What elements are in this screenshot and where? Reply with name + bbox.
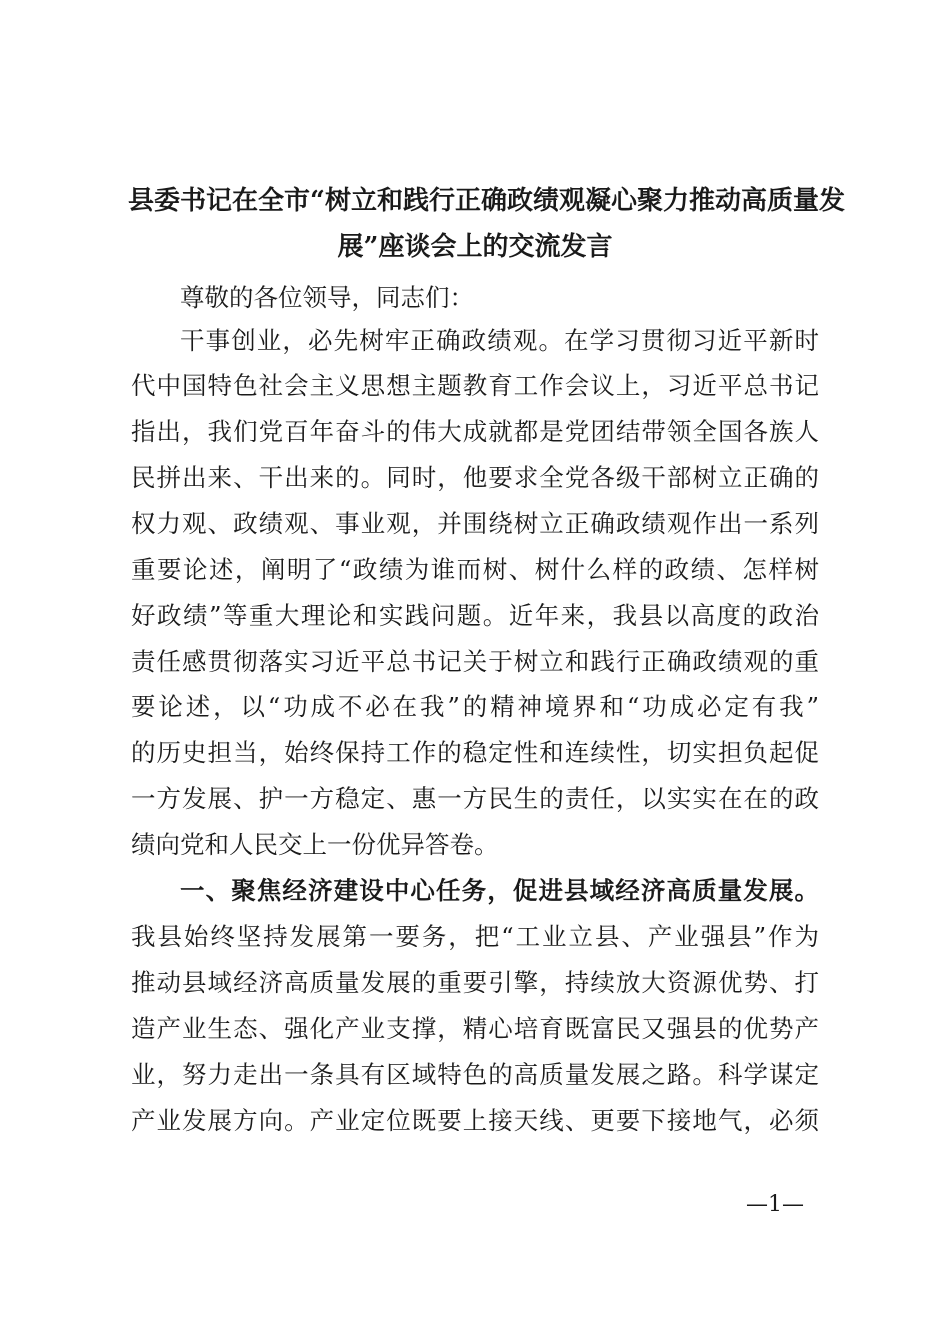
paragraph-1-line: 好政绩”等重大理论和实践问题。近年来，我县以高度的政治 <box>131 601 819 630</box>
page-number: —1— <box>746 1192 804 1217</box>
section-1-body-line: 造产业生态、强化产业支撑，精心培育既富民又强县的优势产 <box>131 1014 819 1043</box>
paragraph-1-line: 责任感贯彻落实习近平总书记关于树立和践行正确政绩观的重 <box>131 647 819 676</box>
paragraph-1-line: 重要论述，阐明了“政绩为谁而树、树什么样的政绩、怎样树 <box>131 555 819 584</box>
paragraph-1-line: 要论述，以“功成不必在我”的精神境界和“功成必定有我” <box>131 692 819 721</box>
section-1-heading: 一、聚焦经济建设中心任务，促进县域经济高质量发展。 <box>180 876 819 905</box>
paragraph-1-line: 的历史担当，始终保持工作的稳定性和连续性，切实担负起促 <box>131 738 819 767</box>
section-1-body-line: 业，努力走出一条具有区域特色的高质量发展之路。科学谋定 <box>131 1060 819 1089</box>
paragraph-1-line: 绩向党和人民交上一份优异答卷。 <box>131 830 499 859</box>
paragraph-1-line: 指出，我们党百年奋斗的伟大成就都是党团结带领全国各族人 <box>131 417 819 446</box>
paragraph-1-line: 代中国特色社会主义思想主题教育工作会议上，习近平总书记 <box>131 371 819 400</box>
document-title-line-1: 县委书记在全市“树立和践行正确政绩观凝心聚力推动高质量发 <box>128 186 845 216</box>
paragraph-1-line: 民拼出来、干出来的。同时，他要求全党各级干部树立正确的 <box>131 463 819 492</box>
section-1-body-line: 我县始终坚持发展第一要务，把“工业立县、产业强县”作为 <box>131 922 819 951</box>
paragraph-1-line: 一方发展、护一方稳定、惠一方民生的责任，以实实在在的政 <box>131 784 819 813</box>
paragraph-1-line: 干事创业，必先树牢正确政绩观。在学习贯彻习近平新时 <box>180 326 819 355</box>
section-1-body-line: 产业发展方向。产业定位既要上接天线、更要下接地气，必须 <box>131 1106 819 1135</box>
document-title-line-2: 展”座谈会上的交流发言 <box>337 232 613 262</box>
section-1-body-line: 推动县域经济高质量发展的重要引擎，持续放大资源优势、打 <box>131 968 819 997</box>
paragraph-1-line: 权力观、政绩观、事业观，并围绕树立正确政绩观作出一系列 <box>131 509 819 538</box>
salutation: 尊敬的各位领导，同志们： <box>180 283 474 312</box>
